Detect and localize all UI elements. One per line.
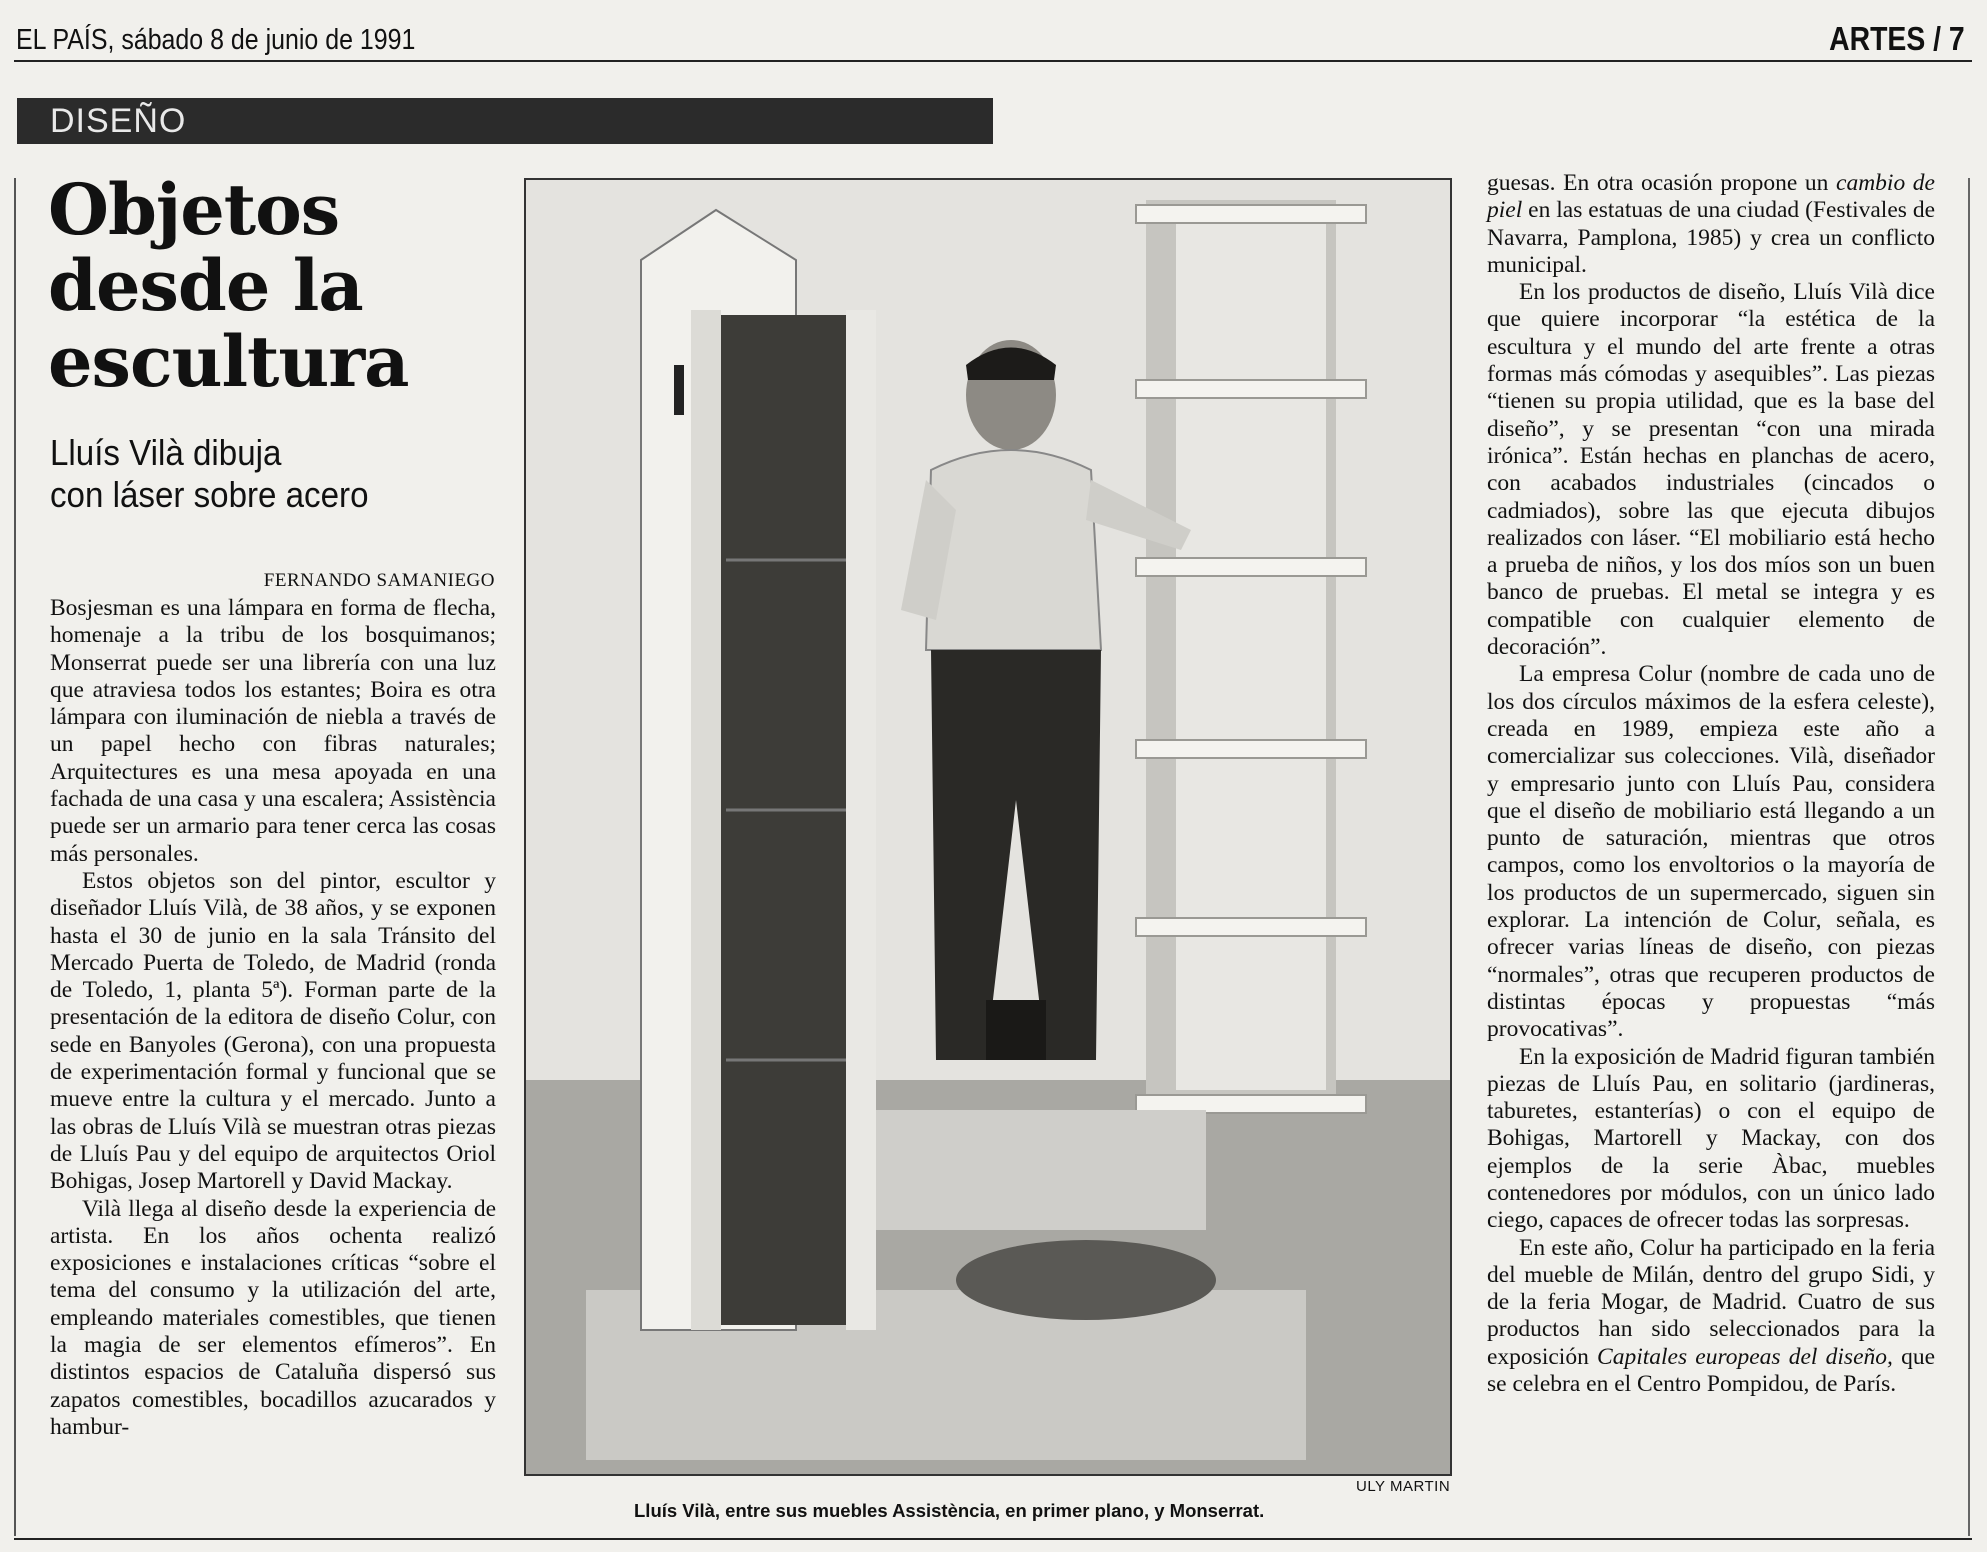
photo-credit: ULY MARTIN bbox=[1356, 1478, 1451, 1495]
section-label: DISEÑO bbox=[50, 102, 187, 140]
article-column-1 bbox=[50, 595, 496, 1441]
column-rule-left bbox=[14, 178, 16, 1536]
column-rule-right bbox=[1968, 178, 1970, 1536]
paragraph: Estos objetos son del pintor, escultor y diseñador Lluís Vilà, de 38 años, y se exponen hasta el 30 de junio en la sala Tránsito del Mercado Puerta de Toledo, de Madrid (ronda de Toledo, 1, planta 5ª). Forman parte de la presentación de la editora de diseño Colur, con sede en Banyoles (Gerona), con una propuesta de experimentación formal y funcional que se mueve entre la cultura y el mercado. Junto a las obras de Lluís Vilà se muestran otras piezas de Lluís Pau y del equipo de arquitectos Oriol Bohigas, Josep Martorell y David Mackay. bbox=[50, 867, 496, 1195]
text-run: guesas. En otra ocasión propone un bbox=[1487, 170, 1829, 196]
masthead-rule bbox=[14, 60, 1972, 62]
paragraph: La empresa Colur (nombre de cada uno de los dos círculos máximos de la esfera celeste), creada en 1989, empieza este año a comercializar sus colecciones. Vilà, diseñador y empresario junto con Lluís Pau, considera que el diseño de mobiliario está llegando a un punto de saturación, mientras que otros campos, como los envoltorios o la mayoría de los productos de un supermercado, siguen sin explorar. La intención de Colur, señala, es ofrecer varias líneas de diseño, con piezas “normales”, otras que recuperen productos de distintas épocas y propuestas “más provocativas”. bbox=[1487, 661, 1935, 1043]
subheadline bbox=[50, 432, 464, 516]
article-photo bbox=[524, 178, 1452, 1476]
headline bbox=[48, 168, 508, 403]
text-run: en las estatuas de una ciudad (Festivales de Navarra, Pamplona, 1985) y crea un conflicto municipal. bbox=[1487, 197, 1936, 278]
text-run: En este año, Colur ha participado en la feria del mueble de Milán, dentro del grupo Sidi, y de la feria Mogar, de Madrid. Cuatro de sus productos han sido seleccionados para la exposición bbox=[1487, 1234, 1935, 1370]
section-page-number: ARTES / 7 bbox=[1829, 20, 1965, 57]
article-column-3 bbox=[1487, 170, 1935, 1398]
paragraph: En la exposición de Madrid figuran también piezas de Lluís Pau, en solitario (jardineras, taburetes, estanterías) o con el equipo de Bohigas, Martorell y Mackay, con dos ejemplos de la serie Àbac, muebles contenedores por módulos, con un único lado ciego, capaces de ofrecer todas las sorpresas. bbox=[1487, 1043, 1935, 1234]
paragraph bbox=[1487, 170, 1935, 279]
italic-run: Capitales europeas del diseño, bbox=[1597, 1343, 1893, 1370]
headline-line: escultura bbox=[48, 320, 409, 403]
subhead-line: con láser sobre acero bbox=[50, 474, 369, 515]
photo-caption: Lluís Vilà, entre sus muebles Assistència, en primer plano, y Monserrat. bbox=[634, 1500, 1265, 1521]
byline: FERNANDO SAMANIEGO bbox=[263, 570, 495, 591]
paragraph: En los productos de diseño, Lluís Vilà dice que quiere incorporar “la estética de la escultura y el mundo del arte frente a otras formas más cómodas y asequibles”. Las piezas “tienen su propia utilidad, que es la base del diseño”, y se presentan “con una mirada irónica”. Están hechas en planchas de acero, con acabados industriales (cincados o cadmiados), sobre las que ejecuta dibujos realizados con láser. “El mobiliario está hecho a prueba de niños, y los dos míos son un buen banco de pruebas. El metal se integra y es compatible con cualquier elemento de decoración”. bbox=[1487, 279, 1935, 661]
paragraph: Vilà llega al diseño desde la experiencia de artista. En los años ochenta realizó exposiciones e instalaciones críticas “sobre el tema del consumo y la utilización del arte, empleando materiales comestibles, que tienen la magia de ser elementos efímeros”. En distintos espacios de Cataluña dispersó sus zapatos comestibles, bocadillos azucarados y hambur- bbox=[50, 1195, 496, 1440]
paragraph: Bosjesman es una lámpara en forma de flecha, homenaje a la tribu de los bosquimanos; Monserrat puede ser una librería con una luz que atraviesa todos los estantes; Boira es otra lámpara con iluminación de niebla a través de un papel hecho con fibras naturales; Arquitectures es una mesa apoyada en una fachada de una casa y una escalera; Assistència puede ser un armario para tener cerca las cosas más personales. bbox=[50, 595, 496, 867]
subhead-line: Lluís Vilà dibuja bbox=[50, 432, 282, 473]
paragraph bbox=[1487, 1235, 1935, 1399]
dateline: EL PAÍS, sábado 8 de junio de 1991 bbox=[16, 24, 416, 56]
photo-illustration bbox=[526, 180, 1450, 1474]
headline-line: desde la bbox=[48, 244, 363, 327]
headline-line: Objetos bbox=[48, 168, 340, 251]
text-run: que se celebra en el Centro Pompidou, de París. bbox=[1487, 1343, 1935, 1398]
italic-run: cambio de piel bbox=[1487, 170, 1935, 224]
bottom-rule bbox=[14, 1538, 1972, 1540]
